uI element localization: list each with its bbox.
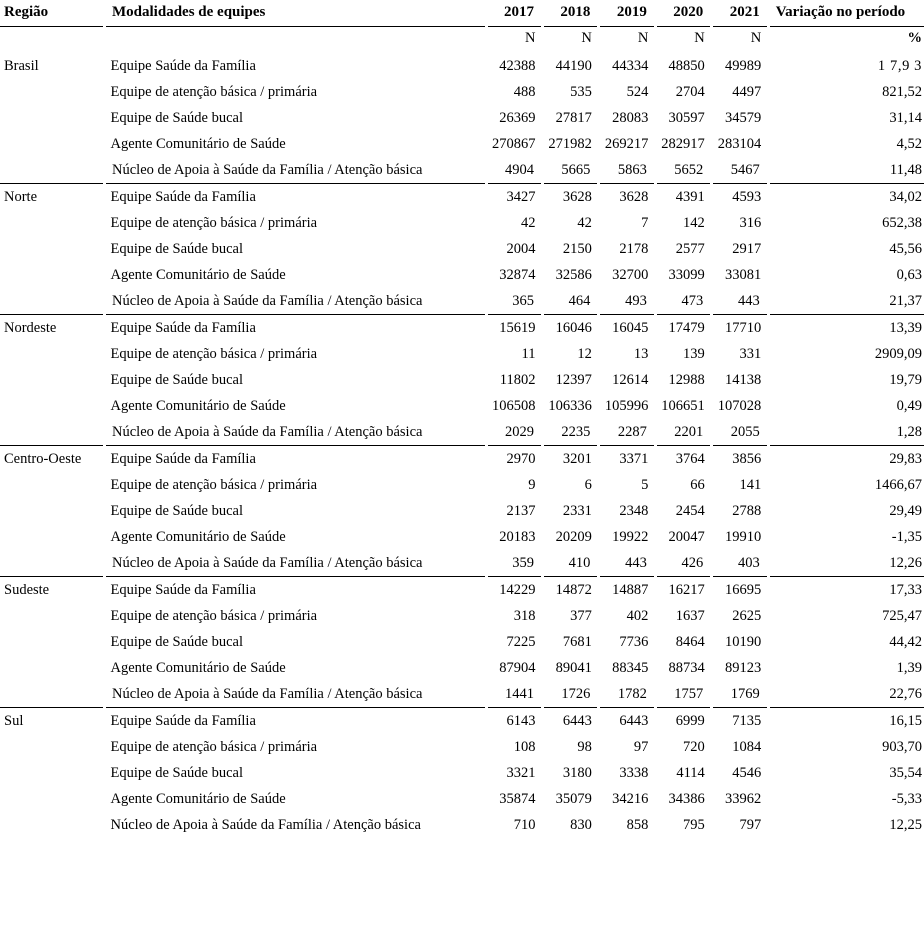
cell-value-2020: 4391 (675, 188, 705, 205)
table-row (0, 550, 924, 577)
cell-value-2017: 7225 (506, 633, 536, 650)
modality-label: Equipe Saúde da Família (110, 581, 256, 598)
cell-value-2019: 6443 (619, 712, 649, 729)
cell-variation: 35,54 (889, 764, 922, 781)
cell-value-2017: 2137 (506, 502, 536, 519)
cell-value-2018: 14872 (555, 581, 592, 598)
cell-value-2018: 3628 (562, 188, 592, 205)
cell-value-2018: 2150 (562, 240, 592, 257)
table-row (0, 603, 924, 629)
cell-value-2019: 3371 (619, 450, 649, 467)
cell-value-2019: 2348 (619, 502, 649, 519)
table-row (0, 393, 924, 419)
cell-value-2020: 5652 (655, 157, 711, 184)
table-header (0, 0, 924, 53)
region-blank (0, 419, 105, 446)
cell-value-2019: 7736 (619, 633, 649, 650)
table-row (0, 184, 924, 211)
cell-variation: 31,14 (889, 109, 922, 126)
cell-variation: 725,47 (882, 607, 922, 624)
region-blank (0, 550, 105, 577)
cell-value-2018: 535 (570, 83, 592, 100)
cell-value-2017: 270867 (491, 135, 536, 152)
cell-value-2019: 3338 (619, 764, 649, 781)
cell-value-2018: 6 (584, 476, 592, 493)
cell-value-2021: 16695 (724, 581, 762, 598)
modality-label: Núcleo de Apoia à Saúde da Família / Atenção básica (105, 681, 487, 708)
cell-value-2018: 1726 (542, 681, 598, 708)
table-row (0, 105, 924, 131)
cell-value-2020: 473 (655, 288, 711, 315)
cell-variation: 903,70 (882, 738, 922, 755)
cell-value-2018: 44190 (555, 57, 592, 74)
cell-value-2021: 4546 (732, 764, 762, 781)
cell-value-2021: 3856 (732, 450, 762, 467)
modality-label: Equipe Saúde da Família (110, 188, 256, 205)
table-row (0, 498, 924, 524)
table-row (0, 734, 924, 760)
modality-label: Equipe de Saúde bucal (110, 633, 243, 650)
cell-value-2020: 16217 (668, 581, 705, 598)
cell-value-2018: 2331 (562, 502, 592, 519)
cell-value-2018: 6443 (562, 712, 592, 729)
cell-value-2018: 2235 (542, 419, 598, 446)
table-row (0, 786, 924, 812)
modality-label: Núcleo de Apoia à Saúde da Família / Atenção básica (110, 816, 421, 833)
table-row (0, 315, 924, 342)
cell-variation: 21,37 (768, 288, 924, 315)
table-row (0, 760, 924, 786)
cell-value-2020: 20047 (668, 528, 705, 545)
cell-value-2020: 3764 (675, 450, 705, 467)
cell-value-2020: 282917 (661, 135, 705, 152)
cell-variation: 1 7,9 3 (877, 57, 922, 74)
region-label: Nordeste (4, 319, 57, 336)
cell-value-2019: 88345 (612, 659, 649, 676)
cell-value-2018: 271982 (548, 135, 592, 152)
cell-value-2017: 35874 (499, 790, 536, 807)
region-label: Sudeste (4, 581, 50, 598)
cell-value-2019: 2178 (619, 240, 649, 257)
table-body (0, 53, 924, 838)
cell-value-2017: 710 (513, 816, 536, 833)
cell-value-2021: 49989 (724, 57, 762, 74)
modality-label: Agente Comunitário de Saúde (110, 790, 286, 807)
region-blank (0, 262, 105, 288)
cell-value-2018: 32586 (555, 266, 592, 283)
header-row (0, 0, 924, 27)
modality-label: Equipe de atenção básica / primária (110, 607, 318, 624)
cell-value-2019: 493 (599, 288, 655, 315)
column-header-year-2020: 2020 (655, 0, 711, 27)
cell-value-2017: 11 (521, 345, 536, 362)
cell-value-2019: 13 (633, 345, 649, 362)
column-header-year-2018: 2018 (542, 0, 598, 27)
cell-value-2019: 12614 (612, 371, 649, 388)
cell-value-2021: 403 (712, 550, 768, 577)
cell-value-2017: 14229 (499, 581, 536, 598)
cell-variation: 29,83 (889, 450, 922, 467)
cell-value-2018: 89041 (555, 659, 592, 676)
table-row (0, 524, 924, 550)
cell-value-2019: 443 (599, 550, 655, 577)
cell-value-2021: 33962 (724, 790, 762, 807)
modality-label: Equipe Saúde da Família (110, 319, 256, 336)
cell-value-2019: 5 (641, 476, 649, 493)
cell-value-2019: 16045 (612, 319, 649, 336)
cell-value-2017: 2004 (506, 240, 536, 257)
table-row (0, 53, 924, 79)
cell-value-2019: 44334 (612, 57, 649, 74)
cell-value-2019: 1782 (599, 681, 655, 708)
table-row (0, 629, 924, 655)
cell-value-2021: 7135 (732, 712, 762, 729)
cell-value-2020: 48850 (668, 57, 705, 74)
cell-variation: 44,42 (889, 633, 922, 650)
region-blank (0, 367, 105, 393)
cell-value-2017: 4904 (486, 157, 542, 184)
region-blank (0, 812, 105, 838)
cell-value-2017: 32874 (499, 266, 536, 283)
cell-variation: 13,39 (889, 319, 922, 336)
cell-value-2019: 524 (626, 83, 649, 100)
cell-value-2017: 26369 (499, 109, 536, 126)
cell-value-2021: 1769 (712, 681, 768, 708)
cell-variation: 4,52 (896, 135, 922, 152)
cell-value-2019: 2287 (599, 419, 655, 446)
table-row (0, 262, 924, 288)
cell-value-2020: 33099 (668, 266, 705, 283)
region-blank (0, 131, 105, 157)
region-blank (0, 734, 105, 760)
region-blank (0, 210, 105, 236)
cell-variation: 29,49 (889, 502, 922, 519)
cell-value-2021: 2788 (732, 502, 762, 519)
column-header-region: Região (0, 0, 105, 27)
cell-value-2019: 97 (633, 738, 649, 755)
cell-value-2019: 34216 (612, 790, 649, 807)
cell-value-2021: 2625 (732, 607, 762, 624)
cell-value-2019: 402 (626, 607, 649, 624)
cell-value-2020: 6999 (675, 712, 705, 729)
cell-value-2018: 12397 (555, 371, 592, 388)
cell-value-2017: 108 (513, 738, 536, 755)
cell-variation: 1,39 (896, 659, 922, 676)
modality-label: Núcleo de Apoia à Saúde da Família / Atenção básica (105, 550, 487, 577)
cell-value-2021: 331 (739, 345, 762, 362)
cell-value-2017: 106508 (491, 397, 536, 414)
modality-label: Equipe de Saúde bucal (110, 240, 243, 257)
cell-variation: -1,35 (891, 528, 922, 545)
cell-value-2018: 12 (577, 345, 592, 362)
cell-value-2017: 359 (486, 550, 542, 577)
cell-value-2019: 105996 (604, 397, 649, 414)
table-row (0, 681, 924, 708)
region-blank (0, 498, 105, 524)
modality-label: Agente Comunitário de Saúde (110, 528, 286, 545)
cell-variation: 16,15 (889, 712, 922, 729)
cell-value-2017: 2970 (506, 450, 536, 467)
table-row (0, 367, 924, 393)
cell-value-2021: 2917 (732, 240, 762, 257)
cell-value-2021: 5467 (712, 157, 768, 184)
cell-variation: -5,33 (891, 790, 922, 807)
cell-value-2019: 5863 (599, 157, 655, 184)
cell-value-2020: 8464 (675, 633, 705, 650)
table-row (0, 446, 924, 473)
cell-value-2019: 3628 (619, 188, 649, 205)
cell-value-2020: 1637 (675, 607, 705, 624)
region-blank (0, 79, 105, 105)
cell-value-2021: 443 (712, 288, 768, 315)
cell-value-2021: 1084 (732, 738, 762, 755)
column-header-year-2017: 2017 (486, 0, 542, 27)
table-row (0, 655, 924, 681)
cell-value-2018: 35079 (555, 790, 592, 807)
cell-variation: 652,38 (882, 214, 922, 231)
modality-label: Equipe Saúde da Família (110, 57, 256, 74)
cell-value-2021: 14138 (724, 371, 762, 388)
cell-value-2018: 5665 (542, 157, 598, 184)
cell-value-2020: 1757 (655, 681, 711, 708)
cell-value-2017: 15619 (499, 319, 536, 336)
cell-value-2020: 2577 (675, 240, 705, 257)
cell-value-2020: 88734 (668, 659, 705, 676)
modality-label: Agente Comunitário de Saúde (110, 397, 286, 414)
region-blank (0, 341, 105, 367)
unit-2021: N (750, 30, 762, 46)
region-blank (0, 629, 105, 655)
table-row (0, 419, 924, 446)
table-row (0, 210, 924, 236)
cell-value-2020: 17479 (668, 319, 705, 336)
cell-value-2019: 14887 (612, 581, 649, 598)
cell-value-2017: 20183 (499, 528, 536, 545)
modality-label: Núcleo de Apoia à Saúde da Família / Atenção básica (105, 419, 487, 446)
region-blank (0, 105, 105, 131)
cell-value-2021: 4497 (732, 83, 762, 100)
unit-row (0, 27, 924, 54)
cell-value-2018: 464 (542, 288, 598, 315)
cell-variation: 12,25 (889, 816, 922, 833)
cell-value-2019: 19922 (612, 528, 649, 545)
modality-label: Agente Comunitário de Saúde (110, 266, 286, 283)
cell-variation: 19,79 (889, 371, 922, 388)
modality-label: Núcleo de Apoia à Saúde da Família / Atenção básica (105, 157, 487, 184)
cell-value-2017: 9 (528, 476, 536, 493)
cell-value-2020: 2704 (675, 83, 705, 100)
cell-value-2017: 6143 (506, 712, 536, 729)
region-blank (0, 288, 105, 315)
cell-value-2020: 142 (683, 214, 705, 231)
region-blank (0, 524, 105, 550)
table-row (0, 131, 924, 157)
cell-value-2021: 4593 (732, 188, 762, 205)
cell-value-2018: 377 (570, 607, 592, 624)
region-blank (0, 681, 105, 708)
cell-value-2021: 10190 (724, 633, 762, 650)
table-row (0, 577, 924, 604)
cell-value-2017: 42388 (499, 57, 536, 74)
region-blank (0, 472, 105, 498)
modality-label: Agente Comunitário de Saúde (110, 135, 286, 152)
cell-value-2021: 316 (739, 214, 762, 231)
modality-label: Agente Comunitário de Saúde (110, 659, 286, 676)
cell-value-2021: 283104 (717, 135, 762, 152)
cell-value-2019: 7 (641, 214, 649, 231)
column-header-variation: Variação no período (768, 0, 924, 27)
cell-value-2021: 33081 (724, 266, 762, 283)
cell-variation: 821,52 (882, 83, 922, 100)
region-blank (0, 786, 105, 812)
modality-label: Equipe de Saúde bucal (110, 371, 243, 388)
cell-value-2021: 107028 (717, 397, 762, 414)
cell-value-2020: 795 (683, 816, 705, 833)
cell-value-2020: 4114 (676, 764, 705, 781)
modality-label: Equipe de atenção básica / primária (110, 738, 318, 755)
column-header-year-2021: 2021 (712, 0, 768, 27)
region-label: Norte (4, 188, 38, 205)
cell-value-2017: 488 (513, 83, 536, 100)
cell-value-2017: 365 (486, 288, 542, 315)
cell-value-2021: 797 (739, 816, 762, 833)
cell-value-2018: 7681 (562, 633, 592, 650)
unit-modality-blank (105, 27, 487, 54)
cell-variation: 2909,09 (874, 345, 922, 362)
cell-value-2020: 34386 (668, 790, 705, 807)
cell-value-2021: 34579 (724, 109, 762, 126)
cell-value-2017: 2029 (486, 419, 542, 446)
column-header-modality: Modalidades de equipes (105, 0, 487, 27)
cell-value-2021: 141 (739, 476, 762, 493)
modality-label: Equipe de atenção básica / primária (110, 345, 318, 362)
cell-value-2018: 16046 (555, 319, 592, 336)
cell-value-2017: 318 (513, 607, 536, 624)
cell-variation: 45,56 (889, 240, 922, 257)
cell-value-2020: 720 (683, 738, 705, 755)
table-row (0, 472, 924, 498)
cell-variation: 1,28 (768, 419, 924, 446)
cell-value-2020: 66 (690, 476, 705, 493)
cell-value-2020: 426 (655, 550, 711, 577)
cell-value-2018: 20209 (555, 528, 592, 545)
cell-value-2017: 11802 (499, 371, 536, 388)
modality-label: Equipe Saúde da Família (110, 712, 256, 729)
cell-value-2018: 98 (577, 738, 592, 755)
cell-value-2021: 89123 (724, 659, 762, 676)
cell-value-2020: 12988 (668, 371, 705, 388)
cell-value-2019: 858 (626, 816, 649, 833)
cell-value-2017: 87904 (499, 659, 536, 676)
region-label: Centro-Oeste (4, 450, 82, 467)
cell-value-2017: 1441 (486, 681, 542, 708)
region-blank (0, 655, 105, 681)
column-header-year-2019: 2019 (599, 0, 655, 27)
unit-2020: N (694, 30, 705, 46)
region-blank (0, 760, 105, 786)
modality-label: Equipe de atenção básica / primária (110, 83, 318, 100)
cell-value-2020: 2201 (655, 419, 711, 446)
modality-label: Equipe de Saúde bucal (110, 502, 243, 519)
cell-value-2018: 830 (570, 816, 592, 833)
cell-value-2018: 42 (577, 214, 592, 231)
modality-label: Equipe de atenção básica / primária (110, 214, 318, 231)
modality-label: Equipe de Saúde bucal (110, 764, 243, 781)
modality-label: Equipe de Saúde bucal (110, 109, 243, 126)
cell-value-2017: 3427 (506, 188, 536, 205)
cell-value-2019: 269217 (604, 135, 649, 152)
cell-value-2020: 2454 (675, 502, 705, 519)
table-row (0, 236, 924, 262)
unit-2018: N (581, 30, 592, 46)
cell-value-2020: 30597 (668, 109, 705, 126)
cell-value-2017: 42 (520, 214, 536, 231)
cell-value-2020: 139 (683, 345, 705, 362)
cell-variation: 17,33 (889, 581, 922, 598)
region-blank (0, 393, 105, 419)
unit-region-blank (0, 27, 105, 54)
table-row (0, 812, 924, 838)
modality-label: Equipe de atenção básica / primária (110, 476, 318, 493)
region-blank (0, 157, 105, 184)
cell-value-2018: 3180 (562, 764, 592, 781)
cell-value-2018: 106336 (548, 397, 592, 414)
cell-variation: 22,76 (768, 681, 924, 708)
unit-2017: N (524, 30, 536, 46)
cell-value-2018: 3201 (562, 450, 592, 467)
cell-value-2021: 19910 (724, 528, 762, 545)
cell-value-2019: 32700 (612, 266, 649, 283)
cell-value-2021: 17710 (724, 319, 762, 336)
cell-variation: 0,49 (896, 397, 922, 414)
table-row (0, 341, 924, 367)
unit-2019: N (637, 30, 649, 46)
table-row (0, 708, 924, 735)
cell-value-2018: 410 (542, 550, 598, 577)
region-blank (0, 603, 105, 629)
cell-value-2017: 3321 (506, 764, 536, 781)
cell-variation: 0,63 (896, 266, 922, 283)
unit-variation: % (907, 30, 922, 46)
region-blank (0, 236, 105, 262)
table-row (0, 79, 924, 105)
cell-variation: 1466,67 (874, 476, 922, 493)
cell-variation: 12,26 (768, 550, 924, 577)
cell-variation: 34,02 (889, 188, 922, 205)
cell-variation: 11,48 (768, 157, 924, 184)
cell-value-2019: 28083 (612, 109, 649, 126)
modality-label: Núcleo de Apoia à Saúde da Família / Atenção básica (105, 288, 487, 315)
table-row (0, 288, 924, 315)
region-label: Brasil (4, 57, 39, 74)
modality-label: Equipe Saúde da Família (110, 450, 256, 467)
region-label: Sul (4, 712, 24, 729)
cell-value-2021: 2055 (712, 419, 768, 446)
table-row (0, 157, 924, 184)
cell-value-2020: 106651 (661, 397, 705, 414)
cell-value-2018: 27817 (555, 109, 592, 126)
